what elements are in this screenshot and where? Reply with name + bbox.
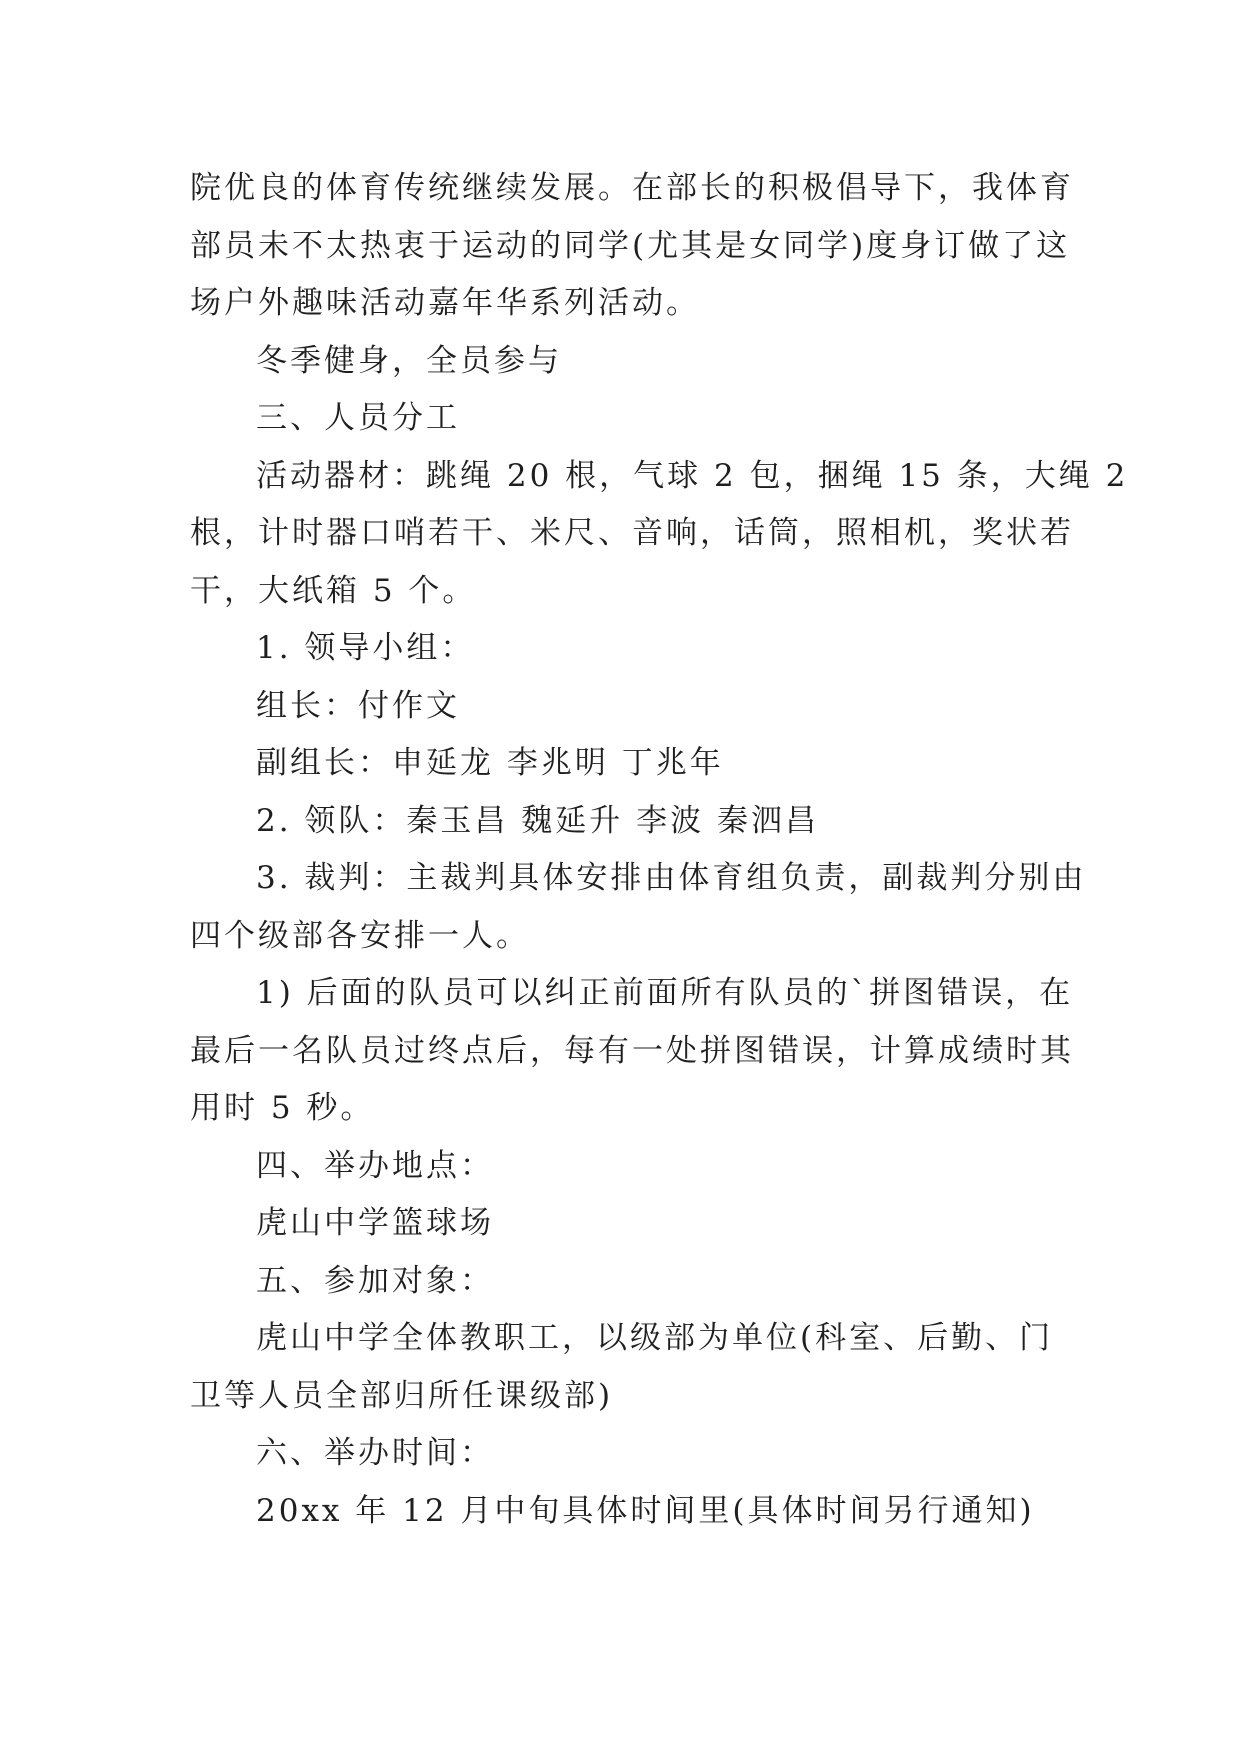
paragraph-line: 场户外趣味活动嘉年华系列活动。 — [190, 285, 700, 321]
paragraph-line: 最后一名队员过终点后，每有一处拼图错误，计算成绩时其 — [190, 1032, 1074, 1069]
paragraph-line: 根，计时器口哨若干、米尺、音响，话筒，照相机，奖状若 — [190, 515, 1074, 551]
list-item: 3. 裁判：主裁判具体安排由体育组负责，副裁判分别由 — [256, 860, 1087, 896]
section-heading: 六、举办时间： — [256, 1435, 494, 1471]
paragraph-line: 卫等人员全部归所任课级部) — [190, 1377, 614, 1414]
list-item: 2. 领队：秦玉昌 魏延升 李波 秦泗昌 — [256, 802, 819, 839]
paragraph-line: 1) 后面的队员可以纠正前面所有队员的`拼图错误，在 — [256, 975, 1074, 1011]
paragraph-line: 四个级部各安排一人。 — [190, 917, 530, 954]
paragraph-line: 干，大纸箱 5 个。 — [190, 572, 477, 609]
section-heading: 四、举办地点： — [256, 1147, 494, 1184]
paragraph-line: 虎山中学篮球场 — [256, 1205, 494, 1241]
paragraph-line: 活动器材：跳绳 20 根，气球 2 包，捆绳 15 条，大绳 2 — [256, 457, 1129, 494]
list-item-heading: 1. 领导小组： — [256, 630, 475, 666]
section-heading: 三、人员分工 — [256, 400, 460, 436]
list-item: 副组长：申延龙 李兆明 丁兆年 — [256, 745, 724, 781]
section-heading: 五、参加对象： — [256, 1262, 494, 1299]
paragraph-line: 院优良的体育传统继续发展。在部长的积极倡导下，我体育 — [190, 170, 1074, 206]
paragraph-line: 虎山中学全体教职工，以级部为单位(科室、后勤、门 — [256, 1320, 1054, 1356]
list-item: 组长：付作文 — [256, 687, 460, 724]
paragraph-line: 部员未不太热衷于运动的同学(尤其是女同学)度身订做了这 — [190, 227, 1071, 264]
document-body — [190, 160, 1129, 1540]
slogan-line: 冬季健身，全员参与 — [256, 342, 562, 379]
paragraph-line: 20xx 年 12 月中旬具体时间里(具体时间另行通知) — [256, 1492, 1035, 1529]
paragraph-line: 用时 5 秒。 — [190, 1090, 375, 1126]
